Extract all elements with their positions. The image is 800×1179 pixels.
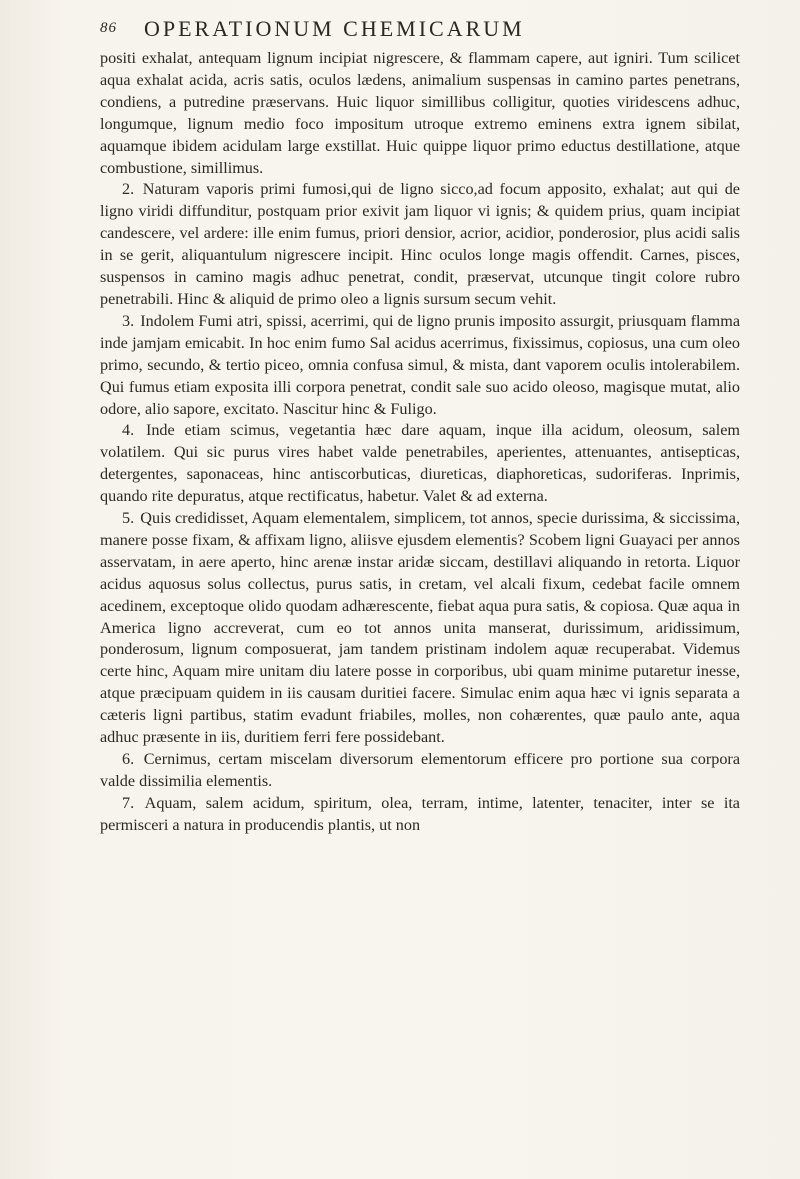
paragraph-text: Inde etiam scimus, vegetantia hæc dare aquam, inque illa acidum, oleosum, salem volatilem. Qui sic purus vires habet valde penetrabiles, aperientes, attenuantes, antisepticas, detergentes, saponaceas, hinc antiscorbuticas, diureticas, diaphoreticas, sudoriferas. Inprimis, quando rite depuratus, atque rectificatus, habetur. Valet & ad externa.: [100, 421, 740, 506]
paragraph-text: Indolem Fumi atri, spissi, acerrimi, qui de ligno prunis imposito assurgit, priusquam flamma inde jamjam emicabit. In hoc enim fumo Sal acidus acerrimus, fixissimus, copiosus, una cum oleo primo, secundo, & tertio piceo, omnia confusa simul, & mista, dant vaporem oculis intolerabilem. Qui fumus etiam exposita illi corpora penetrat, condit sale suo acido oleoso, magisque mutat, alio odore, alio sapore, excitato. Nascitur hinc & Fuligo.: [100, 311, 741, 418]
page-header: [100, 18, 740, 48]
paragraph-2: [100, 179, 740, 310]
paragraph-text: Naturam vaporis primi fumosi,qui de ligno sicco,ad focum apposito, exhalat; aut qui de ligno viridi diffunditur, postquam prior exivit jam liquor vi ignis; & quidem prius, quam incipiat candescere, vel ardere: ille enim fumus, priori densior, acrior, acidior, ponderosior, plus acidi salis in se gerit, aliquantulum nigrescere incipit. Hinc oculos longe magis offendit. Carnes, pisces, suspensos in camino magis adhuc penetrat, condit, præservat, utcunque tingit colore rubro penetrabili. Hinc & aliquid de primo oleo a lignis sursum secum vehit.: [100, 180, 740, 308]
paragraph-text: positi exhalat, antequam lignum incipiat nigrescere, & flammam capere, aut igniri. Tum scilicet aqua exhalat acida, acris satis, oculos lædens, animalium suspensas in camino partes penetrans, condiens, a putredine præservans. Huic liquor simillibus colligitur, quoties viridescens adhuc, longumque, lignum medio foco impositum utroque extremo eminens extra ignem sibilat, aquamque ibidem acidulam large exstillat. Huic quippe liquor primo eductus destillatione, atque combustione, simillimus.: [100, 49, 740, 177]
paragraph-number: 4.: [122, 421, 135, 440]
paragraph-7: [100, 793, 740, 837]
paragraph-6: [100, 749, 740, 793]
paragraph-text: Aquam, salem acidum, spiritum, olea, terram, intime, latenter, tenaciter, inter se ita permisceri a natura in producendis plantis, ut non: [100, 793, 740, 834]
paragraph-number: 7.: [122, 793, 135, 812]
running-title: OPERATIONUM CHEMICARUM: [144, 16, 525, 41]
paragraph-continuation: [100, 48, 740, 179]
paragraph-4: [100, 420, 740, 508]
paragraph-number: 5.: [122, 509, 135, 528]
paragraph-3: [100, 311, 740, 421]
paragraph-number: 3.: [122, 311, 135, 330]
paragraph-number: 6.: [122, 750, 135, 768]
page-number: 86: [100, 20, 117, 36]
paragraph-5: [100, 508, 740, 749]
paragraph-text: Quis credidisset, Aquam elementalem, simplicem, tot annos, specie durissima, & siccissima, manere posse fixam, & affixam ligno, aliisve ejusdem elementis? Scobem ligni Guayaci per annos asservatam, in aere aperto, hinc arenæ instar aridæ siccam, destillavi aliquando in retorta. Liquor acidus aquosus solus collectus, purus satis, in cretam, vel alcali fixum, cedebat facile omnem acedinem, exceptoque olido quodam adhærescente, fiebat aqua pura satis, & copiosa. Quæ aqua in America ligno accreverat, cum eo tot annos unita manserat, durissimum, aridissimum, ponderosum, lignum composuerat, jam tandem pristinam indolem aquæ recuperabat. Videmus certe hinc, Aquam mire unitam diu latere posse in corporibus, ubi quam minime putaretur inesse, atque præcipuam quidem in iis causam duritiei facere. Simulac enim aqua hæc vi ignis separata a cæteris ligni partibus, statim evadunt friabiles, molles, non cohærentes, quæ paulo ante, aqua adhuc præsente in iis, duritiem ferri fere possidebant.: [100, 509, 740, 747]
paragraph-text: Cernimus, certam miscelam diversorum elementorum efficere pro portione sua corpora valde dissimilia elementis.: [100, 750, 741, 790]
body-text: [100, 48, 740, 837]
paragraph-number: 2.: [122, 180, 135, 199]
